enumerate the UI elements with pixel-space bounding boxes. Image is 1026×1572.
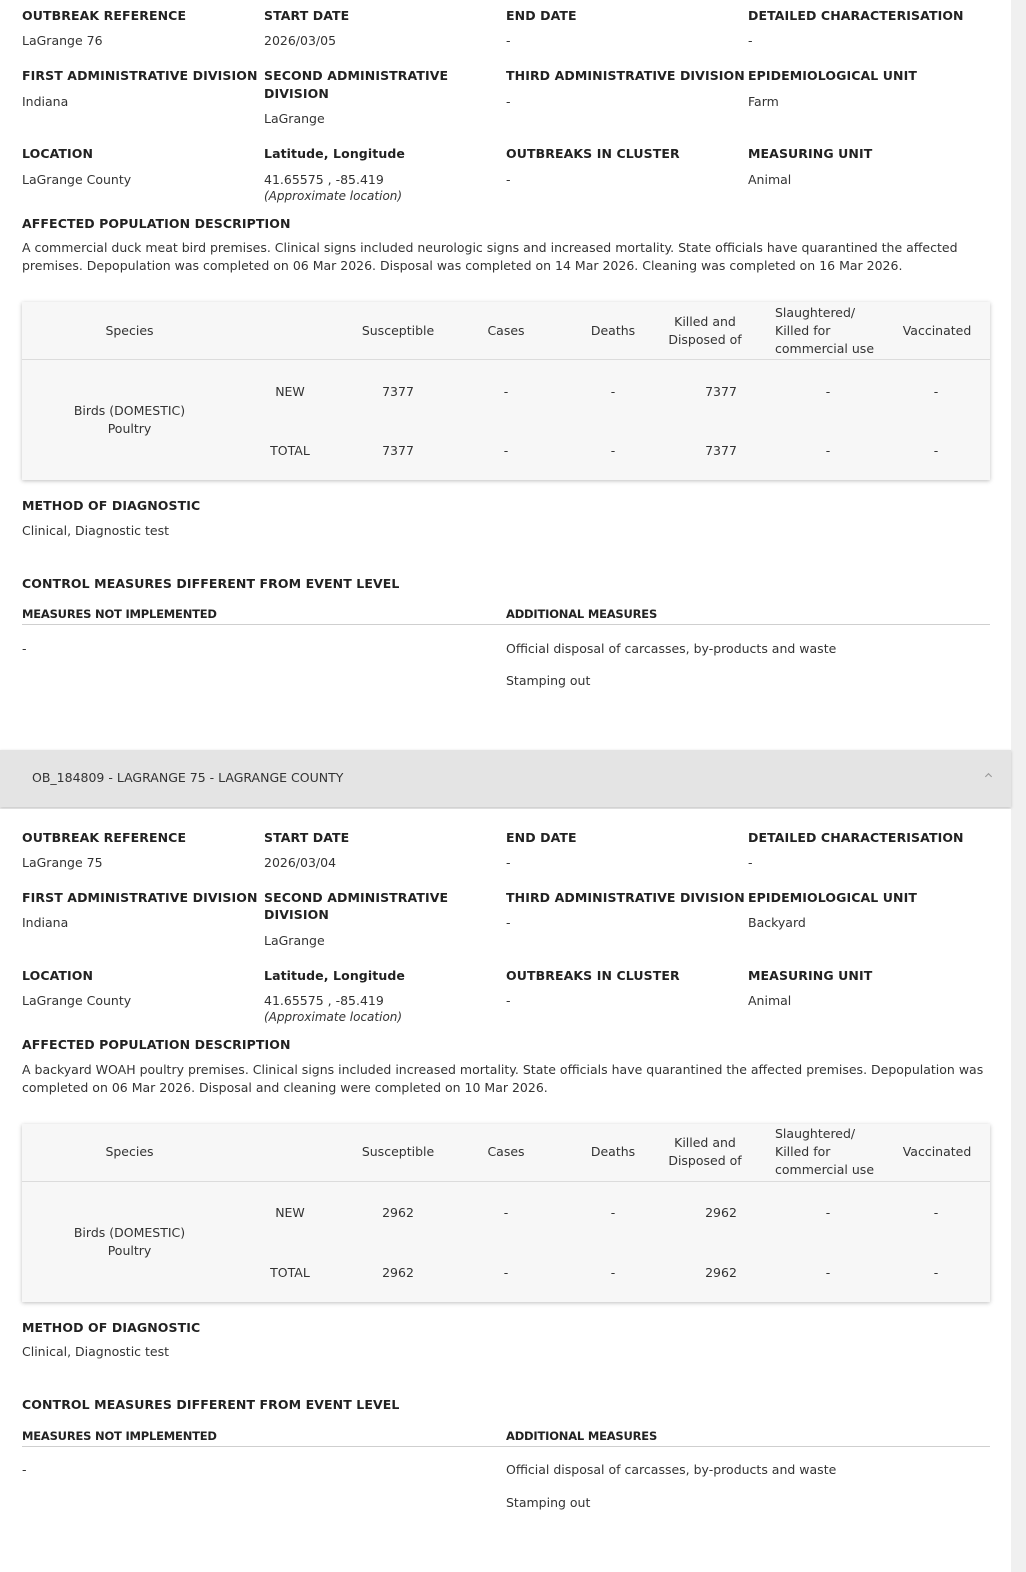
outbreaks-in-cluster-label: OUTBREAKS IN CLUSTER bbox=[506, 146, 680, 161]
species-line2: Poultry bbox=[107, 421, 152, 436]
total-susceptible: 7377 bbox=[382, 443, 414, 458]
col-slaughtered bbox=[775, 304, 885, 358]
location-value: LaGrange County bbox=[22, 993, 132, 1008]
col-slaughtered-line2: Killed for bbox=[775, 1144, 831, 1159]
outbreaks-in-cluster-value: - bbox=[506, 172, 511, 187]
chevron-up-icon[interactable] bbox=[984, 771, 993, 780]
total-killed: 7377 bbox=[705, 443, 737, 458]
outbreak-accordion-header[interactable] bbox=[0, 750, 1011, 807]
new-cases: - bbox=[503, 1205, 509, 1220]
additional-measures-label: ADDITIONAL MEASURES bbox=[506, 1429, 658, 1443]
epi-unit-value: Backyard bbox=[748, 915, 806, 930]
species-line2: Poultry bbox=[107, 1243, 152, 1258]
col-killed-line2: Disposed of bbox=[668, 1153, 742, 1168]
outbreaks-in-cluster-label: OUTBREAKS IN CLUSTER bbox=[506, 968, 680, 983]
col-slaughtered-line3: commercial use bbox=[775, 1162, 875, 1177]
control-measures-label: CONTROL MEASURES DIFFERENT FROM EVENT LEVEL bbox=[22, 576, 400, 591]
col-slaughtered-line2: Killed for bbox=[775, 323, 831, 338]
first-admin-label: FIRST ADMINISTRATIVE DIVISION bbox=[22, 890, 258, 905]
total-deaths: - bbox=[610, 443, 616, 458]
outbreak-reference-label: OUTBREAK REFERENCE bbox=[22, 830, 187, 845]
row-label-new: NEW bbox=[275, 1205, 305, 1220]
new-slaughtered: - bbox=[825, 1205, 831, 1220]
new-deaths: - bbox=[610, 384, 616, 399]
new-killed: 7377 bbox=[705, 384, 737, 399]
total-killed: 2962 bbox=[705, 1265, 737, 1280]
new-slaughtered: - bbox=[825, 384, 831, 399]
col-killed-line2: Disposed of bbox=[668, 332, 742, 347]
col-cases: Cases bbox=[487, 1144, 525, 1159]
detailed-characterisation-value: - bbox=[748, 855, 753, 870]
start-date-label: START DATE bbox=[264, 8, 350, 23]
start-date-value: 2026/03/05 bbox=[264, 33, 337, 48]
outbreak-details-card bbox=[0, 809, 1011, 1572]
col-killed-line1: Killed and bbox=[674, 1135, 736, 1150]
control-measures-label: CONTROL MEASURES DIFFERENT FROM EVENT LEVEL bbox=[22, 1397, 400, 1412]
measures-divider bbox=[22, 1446, 990, 1447]
additional-measure-item: Official disposal of carcasses, by-products and waste bbox=[506, 1462, 837, 1477]
third-admin-label: THIRD ADMINISTRATIVE DIVISION bbox=[506, 890, 745, 905]
new-deaths: - bbox=[610, 1205, 616, 1220]
row-label-total: TOTAL bbox=[270, 1265, 310, 1280]
total-slaughtered: - bbox=[825, 1265, 831, 1280]
first-admin-value: Indiana bbox=[22, 915, 69, 930]
detailed-characterisation-label: DETAILED CHARACTERISATION bbox=[748, 8, 964, 23]
new-vaccinated: - bbox=[933, 384, 939, 399]
end-date-label: END DATE bbox=[506, 8, 577, 23]
additional-measure-item: Stamping out bbox=[506, 1495, 591, 1510]
approximate-location-note: (Approximate location) bbox=[264, 1010, 403, 1024]
second-admin-label: SECOND ADMINISTRATIVE bbox=[264, 890, 449, 905]
location-label: LOCATION bbox=[22, 146, 94, 161]
location-label: LOCATION bbox=[22, 968, 94, 983]
species-line1: Birds (DOMESTIC) bbox=[73, 403, 186, 418]
affected-population-description: A backyard WOAH poultry premises. Clinical signs included increased mortality. State officials have quarantined the affected premises. Depopulation was completed on 06 Mar 2026. Disposal and cleaning were completed on 10 Mar 2026. bbox=[22, 1062, 984, 1095]
table-header-divider bbox=[22, 359, 990, 360]
outbreak-reference-value: LaGrange 75 bbox=[22, 855, 103, 870]
end-date-value: - bbox=[506, 855, 511, 870]
epi-unit-label: EPIDEMIOLOGICAL UNIT bbox=[748, 68, 917, 83]
measuring-unit-label: MEASURING UNIT bbox=[748, 968, 873, 983]
outbreak-details-card bbox=[0, 0, 1011, 750]
new-susceptible: 7377 bbox=[382, 384, 414, 399]
affected-population-description: A commercial duck meat bird premises. Clinical signs included neurologic signs and increased mortality. State officials have quarantined the affected premises. Depopulation was completed on 06 Mar 2026. Disposal was completed on 14 Mar 2026. Cleaning was completed on 16 Mar 2026. bbox=[22, 240, 958, 273]
third-admin-value: - bbox=[506, 94, 511, 109]
lat-long-label: Latitude, Longitude bbox=[264, 146, 405, 161]
measures-not-implemented-value: - bbox=[22, 1462, 27, 1477]
lat-long-value: 41.65575 , -85.419 bbox=[264, 993, 384, 1008]
method-of-diagnostic-label: METHOD OF DIAGNOSTIC bbox=[22, 498, 201, 513]
total-susceptible: 2962 bbox=[382, 1265, 414, 1280]
new-killed: 2962 bbox=[705, 1205, 737, 1220]
end-date-value: - bbox=[506, 33, 511, 48]
start-date-value: 2026/03/04 bbox=[264, 855, 337, 870]
col-killed bbox=[658, 313, 752, 349]
col-vaccinated: Vaccinated bbox=[902, 1144, 972, 1159]
total-vaccinated: - bbox=[933, 443, 939, 458]
measures-not-implemented-label: MEASURES NOT IMPLEMENTED bbox=[22, 607, 217, 621]
new-vaccinated: - bbox=[933, 1205, 939, 1220]
second-admin-value: LaGrange bbox=[264, 933, 325, 948]
first-admin-label: FIRST ADMINISTRATIVE DIVISION bbox=[22, 68, 258, 83]
col-slaughtered bbox=[775, 1125, 885, 1179]
measures-divider bbox=[22, 624, 990, 625]
first-admin-value: Indiana bbox=[22, 94, 69, 109]
start-date-label: START DATE bbox=[264, 830, 350, 845]
epi-unit-label: EPIDEMIOLOGICAL UNIT bbox=[748, 890, 917, 905]
col-cases: Cases bbox=[487, 323, 525, 338]
third-admin-value: - bbox=[506, 915, 511, 930]
outbreak-header-title: OB_184809 - LAGRANGE 75 - LAGRANGE COUNTY bbox=[32, 770, 344, 785]
measuring-unit-value: Animal bbox=[748, 172, 792, 187]
epi-unit-value: Farm bbox=[748, 94, 779, 109]
species-cell bbox=[42, 1224, 217, 1260]
measures-not-implemented-value: - bbox=[22, 641, 27, 656]
approximate-location-note: (Approximate location) bbox=[264, 189, 403, 203]
detailed-characterisation-value: - bbox=[748, 33, 753, 48]
second-admin-label: SECOND ADMINISTRATIVE bbox=[264, 68, 449, 83]
row-label-new: NEW bbox=[275, 384, 305, 399]
col-susceptible: Susceptible bbox=[361, 323, 435, 338]
col-slaughtered-line3: commercial use bbox=[775, 341, 875, 356]
total-deaths: - bbox=[610, 1265, 616, 1280]
row-label-total: TOTAL bbox=[270, 443, 310, 458]
additional-measures-label: ADDITIONAL MEASURES bbox=[506, 607, 658, 621]
lat-long-value: 41.65575 , -85.419 bbox=[264, 172, 384, 187]
species-table bbox=[22, 1124, 990, 1302]
col-deaths: Deaths bbox=[590, 323, 636, 338]
total-vaccinated: - bbox=[933, 1265, 939, 1280]
col-killed bbox=[658, 1134, 752, 1170]
additional-measure-item: Stamping out bbox=[506, 673, 591, 688]
species-table bbox=[22, 302, 990, 480]
outbreaks-in-cluster-value: - bbox=[506, 993, 511, 1008]
measuring-unit-value: Animal bbox=[748, 993, 792, 1008]
col-killed-line1: Killed and bbox=[674, 314, 736, 329]
new-susceptible: 2962 bbox=[382, 1205, 414, 1220]
second-admin-value: LaGrange bbox=[264, 111, 325, 126]
affected-population-label: AFFECTED POPULATION DESCRIPTION bbox=[22, 216, 291, 231]
col-deaths: Deaths bbox=[590, 1144, 636, 1159]
second-admin-label-line2: DIVISION bbox=[264, 907, 329, 922]
affected-population-label: AFFECTED POPULATION DESCRIPTION bbox=[22, 1037, 291, 1052]
col-species: Species bbox=[105, 1144, 154, 1159]
end-date-label: END DATE bbox=[506, 830, 577, 845]
new-cases: - bbox=[503, 384, 509, 399]
table-header-divider bbox=[22, 1181, 990, 1182]
method-of-diagnostic-label: METHOD OF DIAGNOSTIC bbox=[22, 1320, 201, 1335]
method-of-diagnostic-value: Clinical, Diagnostic test bbox=[22, 1344, 170, 1359]
measures-not-implemented-label: MEASURES NOT IMPLEMENTED bbox=[22, 1429, 217, 1443]
method-of-diagnostic-value: Clinical, Diagnostic test bbox=[22, 523, 170, 538]
lat-long-label: Latitude, Longitude bbox=[264, 968, 405, 983]
additional-measure-item: Official disposal of carcasses, by-products and waste bbox=[506, 641, 837, 656]
col-susceptible: Susceptible bbox=[361, 1144, 435, 1159]
location-value: LaGrange County bbox=[22, 172, 132, 187]
outbreak-reference-label: OUTBREAK REFERENCE bbox=[22, 8, 187, 23]
species-cell bbox=[42, 402, 217, 438]
measuring-unit-label: MEASURING UNIT bbox=[748, 146, 873, 161]
total-cases: - bbox=[503, 443, 509, 458]
total-cases: - bbox=[503, 1265, 509, 1280]
outbreak-reference-value: LaGrange 76 bbox=[22, 33, 103, 48]
col-slaughtered-line1: Slaughtered/ bbox=[775, 1126, 856, 1141]
detailed-characterisation-label: DETAILED CHARACTERISATION bbox=[748, 830, 964, 845]
second-admin-label-line2: DIVISION bbox=[264, 86, 329, 101]
third-admin-label: THIRD ADMINISTRATIVE DIVISION bbox=[506, 68, 745, 83]
total-slaughtered: - bbox=[825, 443, 831, 458]
col-slaughtered-line1: Slaughtered/ bbox=[775, 305, 856, 320]
col-species: Species bbox=[105, 323, 154, 338]
col-vaccinated: Vaccinated bbox=[902, 323, 972, 338]
species-line1: Birds (DOMESTIC) bbox=[73, 1225, 186, 1240]
